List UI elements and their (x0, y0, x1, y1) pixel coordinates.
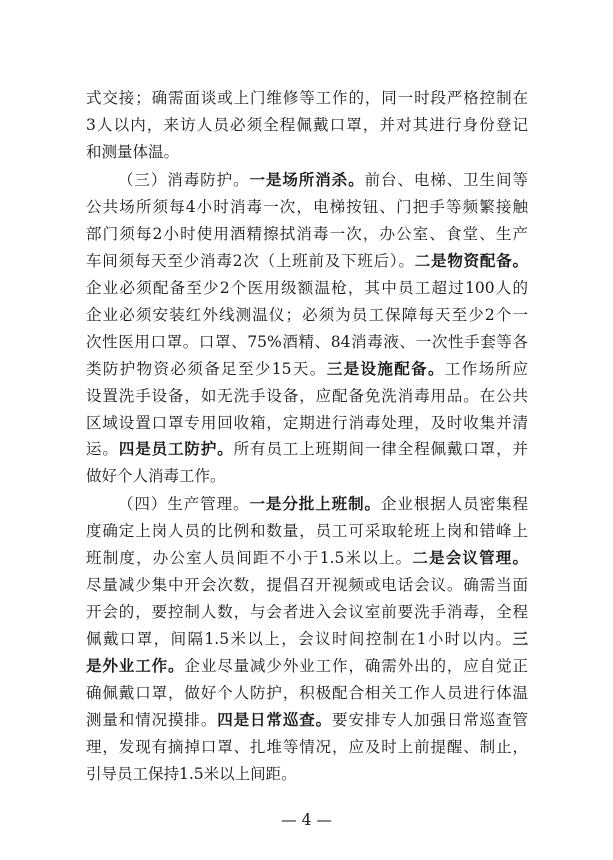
text-segment: 式交接；确需面谈或上门维修等工作的，同一时段严格控制在 (86, 89, 528, 107)
text-segment: 和测量体温。 (86, 143, 180, 161)
text-line (86, 571, 528, 599)
text-segment: 区域设置口罩专用回收箱，定期进行消毒处理，及时收集并清 (86, 414, 528, 432)
text-segment: 工作场所应 (444, 360, 528, 378)
bold-heading-segment: 一是场所消杀。 (249, 170, 365, 189)
text-line (86, 760, 528, 788)
text-segment: 前台、电梯、卫生间等 (364, 171, 528, 189)
text-segment: 确佩戴口罩，做好个人防护，积极配合相关工作人员进行体温 (86, 684, 528, 702)
text-line (86, 138, 528, 166)
text-line (86, 274, 528, 302)
text-segment: 理，发现有摘掉口罩、扎堆等情况，应及时上前提醒、制止， (86, 738, 528, 756)
bold-heading-segment: 四是日常巡查。 (217, 710, 333, 729)
bold-heading-segment: 是外业工作。 (86, 656, 185, 675)
text-line (118, 166, 528, 194)
text-segment: 佩戴口罩，间隔1.5米以上，会议时间控制在1小时以内。 (86, 630, 513, 648)
text-segment: 开会的，要控制人数，与会者进入会议室前要洗手消毒，全程 (86, 603, 528, 621)
text-line (86, 301, 528, 329)
text-line (86, 328, 528, 356)
text-line (86, 733, 528, 761)
text-line (86, 598, 528, 626)
text-line (86, 462, 528, 490)
text-line (86, 625, 528, 653)
text-segment: 尽量减少集中开会次数，提倡召开视频或电话会议。确需当面 (86, 576, 528, 594)
text-segment: 要安排专人加强日常巡查管 (332, 711, 528, 729)
text-segment: 度确定上岗人员的比例和数量，员工可采取轮班上岗和错峰上 (86, 522, 528, 540)
text-segment: 类防护物资必须备足至少15天。 (86, 360, 327, 378)
text-segment: 班制度，办公室人员间距不小于1.5米以上。 (86, 549, 413, 567)
bold-heading-segment: 二是会议管理。 (412, 548, 528, 567)
text-segment: 3人以内，来访人员必须全程佩戴口罩，并对其进行身份登记 (86, 116, 528, 134)
text-line (86, 111, 528, 139)
text-segment: 做好个人消毒工作。 (86, 467, 226, 485)
text-segment: 引导员工保持1.5米以上间距。 (86, 765, 297, 783)
bold-heading-segment: 二是物资配备。 (414, 251, 528, 270)
text-line (86, 544, 528, 572)
text-line (86, 84, 528, 112)
bold-heading-segment: 三 (512, 629, 528, 648)
text-segment: 企业尽量减少外业工作，确需外出的，应自觉正 (184, 657, 528, 675)
text-line (86, 220, 528, 248)
bold-heading-segment: 一是分批上班制。 (249, 494, 381, 513)
text-segment: 部门须每2小时使用酒精擦拭消毒一次，办公室、食堂、生产 (86, 225, 528, 243)
text-segment: 车间须每天至少消毒2次（上班前及下班后）。 (86, 252, 415, 270)
text-segment: 设置洗手设备，如无洗手设备，应配备免洗消毒用品。在公共 (86, 387, 528, 405)
text-line (86, 652, 528, 680)
text-segment: 企业必须安装红外线测温仪；必须为员工保障每天至少2个一 (86, 306, 528, 324)
bold-heading-segment: 四是员工防护。 (118, 439, 234, 458)
page-number: — 4 — (281, 811, 332, 829)
text-line (86, 517, 528, 545)
text-segment: 运。 (86, 440, 119, 458)
text-line (118, 490, 528, 518)
text-segment: 企业根据人员密集程 (381, 495, 528, 513)
text-line (86, 382, 528, 410)
text-segment: （三）消毒防护。 (118, 171, 250, 189)
bold-heading-segment: 三是设施配备。 (326, 359, 445, 378)
text-segment: 所有员工上班期间一律全程佩戴口罩，并 (233, 440, 528, 458)
text-line (86, 247, 528, 275)
text-segment: 公共场所须每4小时消毒一次，电梯按钮、门把手等频繁接触 (86, 198, 528, 216)
text-line (86, 355, 528, 383)
text-line (86, 435, 528, 463)
text-line (86, 706, 528, 734)
text-line (86, 193, 528, 221)
text-segment: 企业必须配备至少2个医用级额温枪，其中员工超过100人的 (86, 279, 528, 297)
text-segment: （四）生产管理。 (118, 495, 250, 513)
text-line (86, 409, 528, 437)
text-segment: 测量和情况摸排。 (86, 711, 218, 729)
text-line (86, 679, 528, 707)
text-segment: 次性医用口罩。口罩、75%酒精、84消毒液、一次性手套等各 (86, 333, 528, 351)
